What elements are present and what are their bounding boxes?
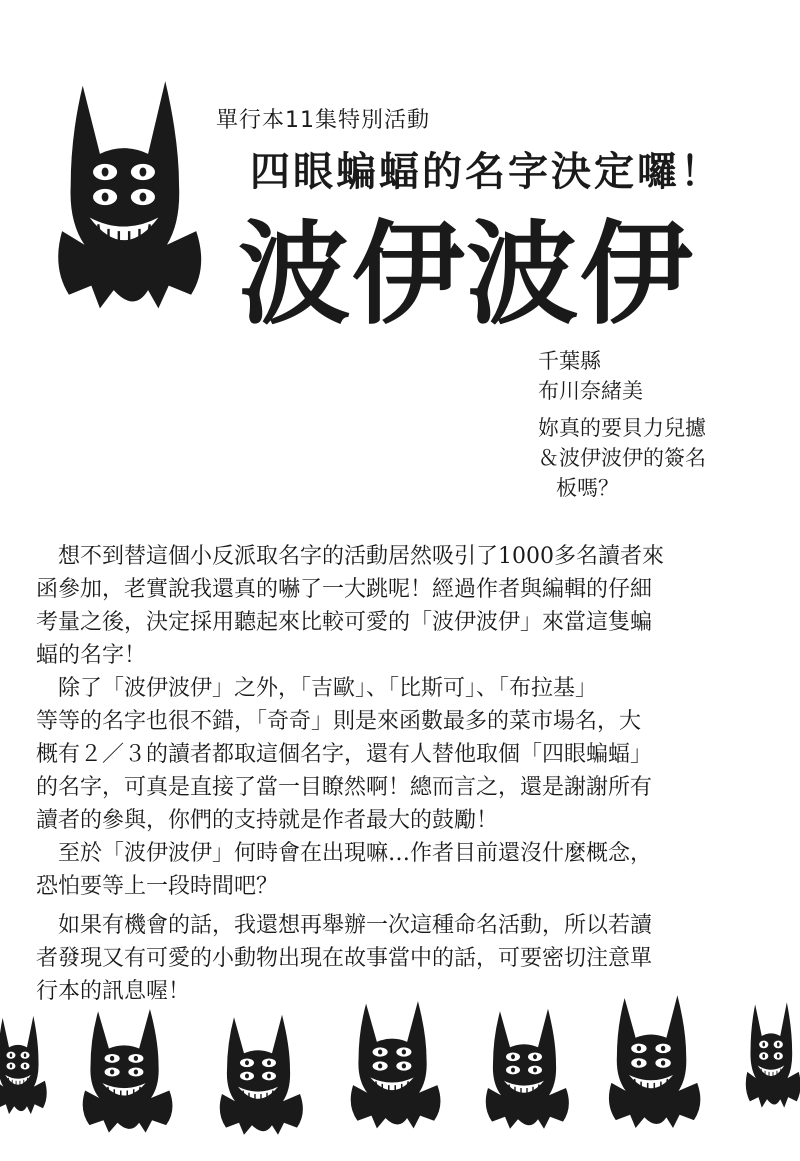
- winner-comment-line: 板嗎？: [556, 476, 619, 500]
- bat-name-title: 波伊波伊: [238, 210, 694, 340]
- body-line: 蝠的名字！: [36, 643, 147, 668]
- body-line: 恐怕要等上一段時間吧？: [36, 874, 279, 899]
- winner-name: 布川奈緒美: [538, 379, 643, 403]
- winner-comment-line: 妳真的要貝力兒攄: [538, 416, 706, 440]
- mascot-bat-large: [38, 72, 210, 322]
- body-line: 至於「波伊波伊」何時會在出現嘛…作者目前還沒什麼概念，: [36, 841, 653, 866]
- body-line: 的名字，可真是直接了當一目瞭然啊！總而言之，還是謝謝所有: [36, 775, 653, 800]
- body-line: 想不到替這個小反派取名字的活動居然吸引了1000多名讀者來: [36, 544, 664, 569]
- body-line: 讀者的參與，你們的支持就是作者最大的鼓勵！: [36, 808, 499, 833]
- body-line: 者發現又有可愛的小動物出現在故事當中的話，可要密切注意單: [36, 946, 653, 971]
- mascot-bat-small: [0, 1012, 50, 1120]
- event-headline: 四眼蝙蝠的名字決定囉！: [250, 149, 723, 195]
- winner-prefecture: 千葉縣: [538, 349, 601, 373]
- mascot-bat-small: [338, 996, 446, 1136]
- mascot-bat-small: [596, 990, 706, 1136]
- body-line: 行本的訊息喔！: [36, 979, 191, 1004]
- winner-info: [538, 346, 706, 503]
- article-body: [36, 540, 756, 1008]
- body-line: 概有２／３的讀者都取這個名字，還有人替他取個「四眼蝙蝠」: [36, 742, 653, 767]
- mascot-bat-small: [474, 1004, 574, 1136]
- mascot-bat-small: [738, 998, 800, 1114]
- body-line: 等等的名字也很不錯，「奇奇」則是來函數最多的菜市場名，大: [36, 709, 642, 734]
- body-line: 如果有機會的話，我還想再舉辦一次這種命名活動，所以若讀: [36, 913, 653, 938]
- body-line: 除了「波伊波伊」之外，「吉歐」、「比斯可」、「布拉基」: [36, 676, 598, 701]
- body-line: 考量之後，決定採用聽起來比較可愛的「波伊波伊」來當這隻蝙: [36, 610, 653, 635]
- body-line: 函參加，老實說我還真的嚇了一大跳呢！經過作者與編輯的仔細: [36, 577, 653, 602]
- mascot-bat-small: [70, 1004, 178, 1140]
- event-subtitle: 單行本11集特別活動: [216, 108, 430, 133]
- mascot-bat-small: [208, 1010, 308, 1142]
- decorative-bat-row: [0, 990, 800, 1161]
- winner-comment-line: ＆波伊波伊的簽名: [538, 446, 706, 470]
